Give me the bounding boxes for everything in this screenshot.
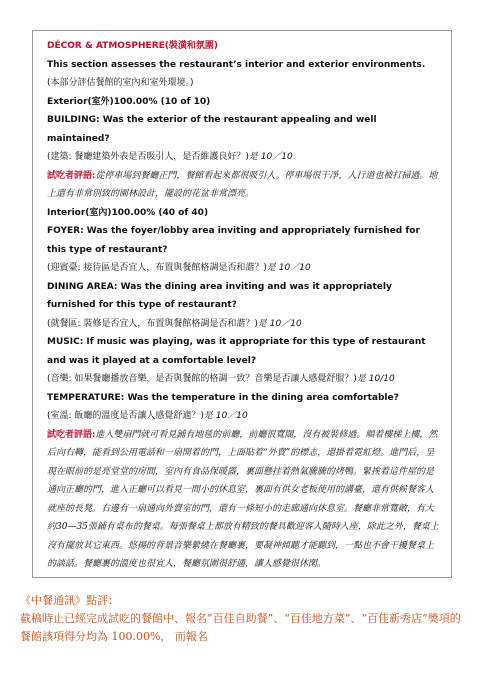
dining-chinese: (就餐區: 裝修是否宜人，布置與餐館格調是否和諧？) — [47, 318, 258, 329]
intro-chinese: (本部分評估餐館的室內和室外環境。) — [47, 78, 194, 88]
building-answer — [47, 148, 441, 167]
temperature-chinese: (室溫: 飯廳的溫度是否讓人感覺舒適？) — [47, 411, 204, 421]
footer-text: 截稿時止已經完成試吃的餐館中、報名“百佳自助餐”、“百佳地方菜”、“百佳新秀店”獎項的餐館該項得分均為 100.00%， 而報名 — [20, 612, 461, 643]
footer-heading: 《中餐通訊》點評： — [20, 594, 119, 607]
music-mark: 是 10/10 — [356, 374, 395, 384]
section-title: DÉCOR & ATMOSPHERE(裝潢和氛圍) — [47, 41, 218, 51]
intro-english: This section assesses the restaurant’s interior and exterior environments. — [47, 59, 426, 70]
reviewer-text: 從停車場到餐廳正門，餐館看起來都很吸引人。停車場很干凈，人行道也被打掃過。地上還有非常別致的園林設計，擺設的花盆非常漂亮。 — [47, 170, 438, 199]
dining-answer — [47, 315, 441, 334]
newsletter-comment — [20, 592, 468, 646]
foyer-answer — [47, 259, 441, 278]
music-question: MUSIC: If music was playing, was it appropriate for this type of restaurant and was it played at a comfortable level? — [47, 337, 426, 366]
evaluation-panel — [32, 30, 452, 578]
music-chinese: (音樂: 如果餐廳播放音樂，是否與餐館的格調一致？音樂是否讓人感覺舒服？) — [47, 374, 357, 384]
temperature-mark: 是 10／10 — [203, 411, 248, 421]
foyer-chinese: (迎賓臺: 接待區是否宜人，布置與餐館格調是否和諧？) — [47, 263, 267, 273]
building-chinese: (建築: 餐廳建築外表是否吸引人，是否維護良好？) — [47, 152, 249, 162]
dining-question: DINING AREA: Was the dining area inviting and was it appropriately furnished for this type of restaurant? — [47, 281, 392, 310]
building-mark: 是 10／10 — [248, 152, 293, 162]
interior-score: Interior(室內)100.00% (40 of 40) — [47, 207, 209, 218]
reviewer-label: 試吃者評語: — [47, 429, 96, 440]
building-question: BUILDING: Was the exterior of the restaurant appealing and well maintained? — [47, 115, 377, 144]
dining-mark: 是 10／10 — [257, 318, 302, 329]
reviewer-comment-exterior — [47, 167, 441, 204]
temperature-question: TEMPERATURE: Was the temperature in the dining area comfortable? — [47, 392, 399, 403]
reviewer-text: 進入雙扇門就可看見鋪有地毯的前廳，前廳很寬闊，沒有被裝修過。順着樓梯上樓，然后向右轉，能看到公用電話和一扇開着的門，上面貼着“外賣”的標志，還掛着霓虹燈。進門后，呈現在眼前的是亮堂堂的房間，室內有食品保暖器，裏面懸挂着熱氣騰騰的烤鴨。緊挨着這件屋的是通向正廳的門，進入正廳可以看見一間小的休息室，裏面有供女老板使用的講臺，還有供候餐客人就座的長凳。右邊有一扇通向外賣室的門，還有一條短小的走廊通向休息室。餐廳非常寬敞，有大約30—35張鋪有桌布的餐桌。每張餐桌上都放有精致的餐具歡迎客人隨時入座，除此之外，餐桌上沒有擺放其它東西。悠揚的背景音樂縈繞在餐廳裏，要凝神傾聽才能聽到，一點也不會干擾餐桌上的談話。餐廳裏的溫度也很宜人，餐廳氛圍很舒適，讓人感覺很休閑。 — [47, 429, 439, 569]
foyer-mark: 是 10／10 — [266, 263, 311, 273]
exterior-score: Exterior(室外)100.00% (10 of 10) — [47, 96, 211, 107]
temperature-answer — [47, 407, 441, 426]
foyer-question: FOYER: Was the foyer/lobby area inviting and appropriately furnished for this type of restaurant? — [47, 226, 420, 255]
reviewer-label: 試吃者評語: — [47, 170, 96, 181]
music-answer — [47, 370, 441, 389]
reviewer-comment-interior — [47, 426, 441, 574]
